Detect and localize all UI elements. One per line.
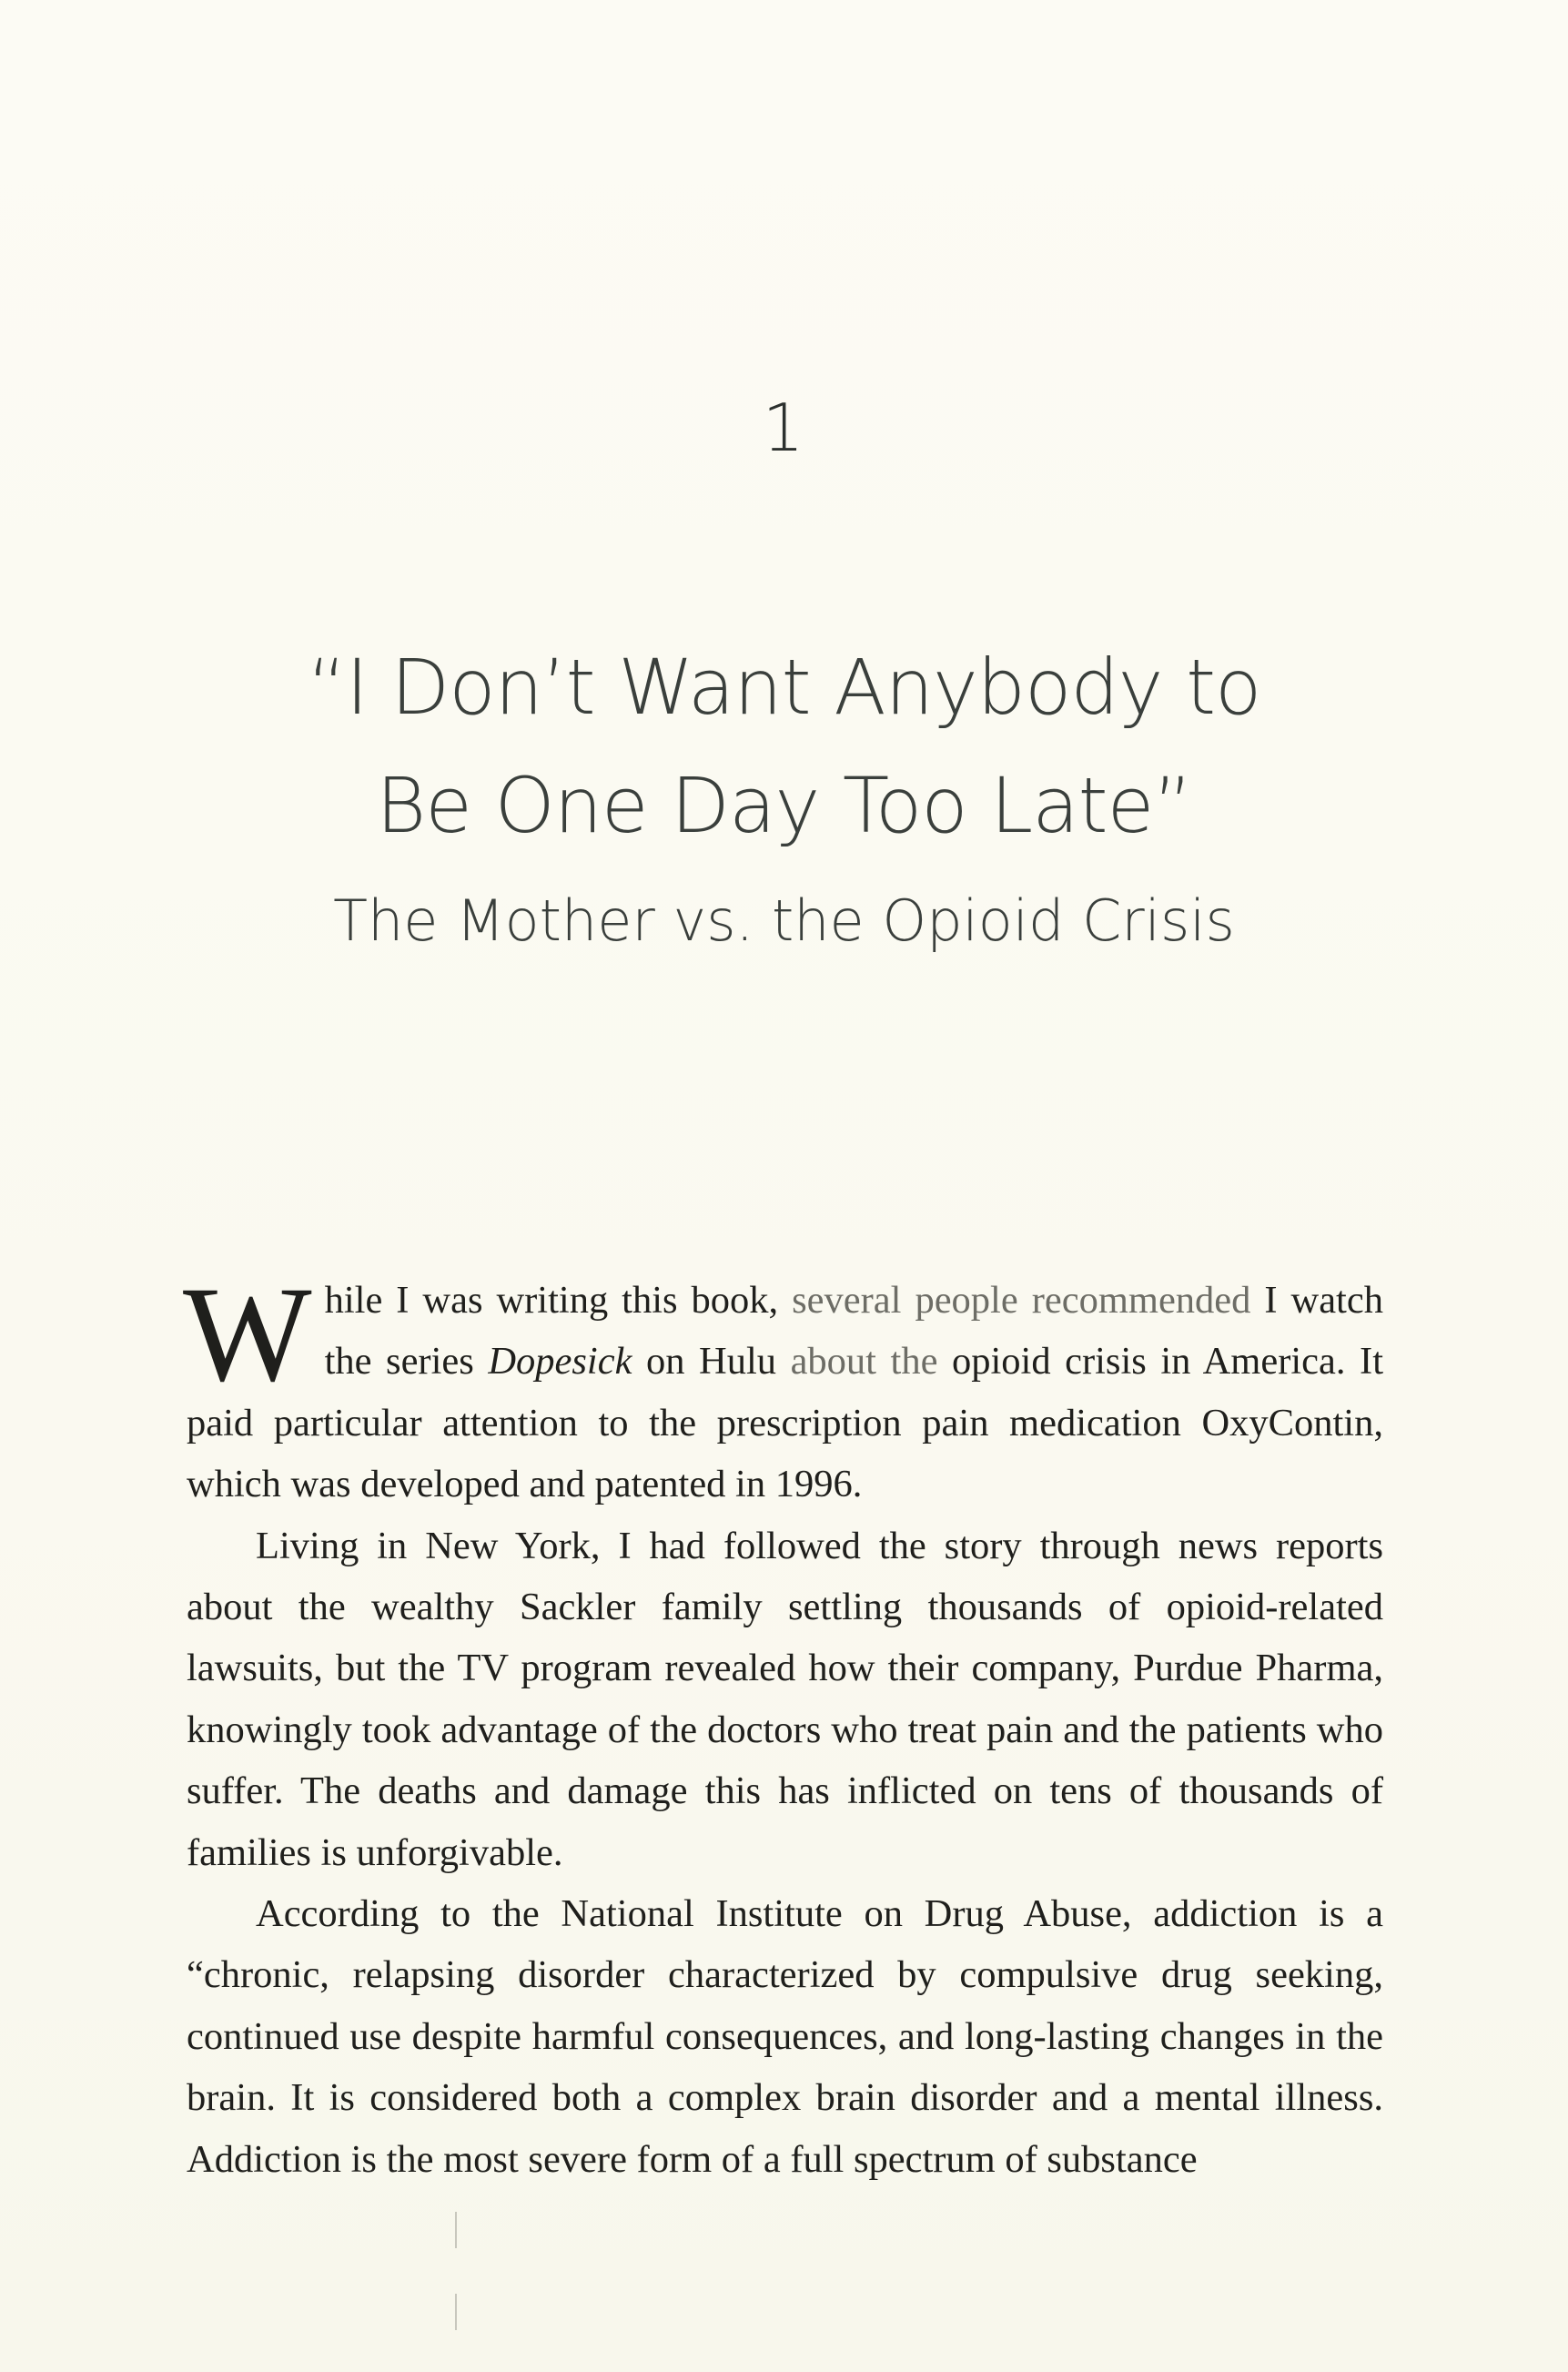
- paragraph-1-text-c: I watch the series: [324, 1279, 1383, 1384]
- chapter-title-line-1: “I Don’t Want Anybody to: [307, 643, 1261, 732]
- paragraph-1-text-g: opioid crisis in America. It paid particular attention to the prescription pain medication OxyContin, which was developed and patented in 1996.: [187, 1340, 1383, 1506]
- chapter-subtitle: The Mother vs. the Opioid Crisis: [333, 887, 1235, 954]
- paragraph-1: [183, 1259, 1383, 1515]
- paragraph-1-text-b: several people recommended: [792, 1279, 1251, 1322]
- scan-mark: [455, 2212, 457, 2248]
- chapter-body: [183, 1259, 1383, 2190]
- paragraph-2: Living in New York, I had followed the story through news reports about the wealthy Sackler family settling thousands of opioid-related lawsuits, but the TV program revealed how their company, Purdue Pharma, knowingly took advantage of the doctors who treat pain and the patients who suffer. The deaths and damage this has inflicted on tens of thousands of families is unforgivable.: [187, 1524, 1383, 1874]
- chapter-number: 1: [762, 390, 806, 466]
- paragraph-1-text-f: about the: [790, 1340, 938, 1384]
- paragraph-1-text-e: on Hulu: [632, 1340, 791, 1384]
- chapter-title: [127, 628, 1441, 865]
- scan-mark: [455, 2294, 457, 2330]
- chapter-title-line-2: Be One Day Too Late”: [376, 761, 1192, 850]
- drop-cap: W: [183, 1259, 312, 1410]
- paragraph-1-text-a: hile I was writing this book,: [324, 1279, 793, 1322]
- dopesick-title: Dopesick: [488, 1340, 632, 1384]
- paragraph-3: According to the National Institute on Drug Abuse, addiction is a “chronic, relapsing disorder characterized by compulsive drug seeking, continued use despite harmful consequences, and long-lasting changes in the brain. It is considered both a complex brain disorder and a mental illness. Addiction is the most severe form of a full spectrum of substance: [187, 1892, 1383, 2181]
